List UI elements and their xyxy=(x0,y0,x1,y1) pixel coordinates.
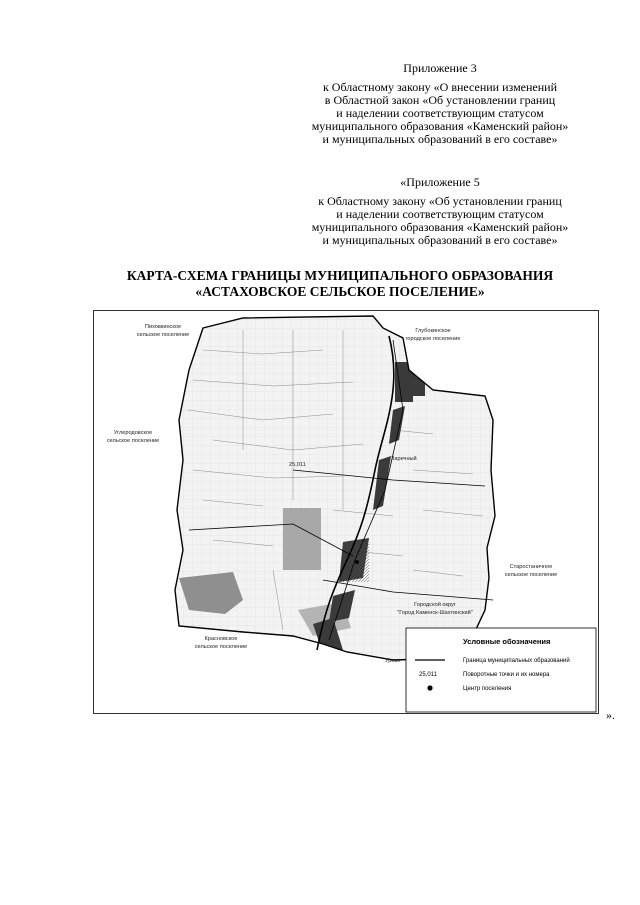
center-dot-symbol xyxy=(427,685,432,690)
appendix-5-header xyxy=(290,176,590,247)
neighbor-label: сельское поселение xyxy=(504,572,558,578)
appendix-3-heading: Приложение 3 xyxy=(403,61,477,75)
neighbor-label: сельское поселение xyxy=(106,438,160,444)
neighbor-label: сельское поселение xyxy=(194,644,248,650)
neighbor-label: Старостаничное xyxy=(509,564,553,570)
legend-item-points: Поворотные точки и их номера xyxy=(463,672,550,678)
appendix-5-heading: «Приложение 5 xyxy=(400,175,480,189)
map-title xyxy=(40,268,640,300)
appendix-5-line: к Областному закону «Об установлении границ xyxy=(318,194,562,208)
appendix-5-line: и наделении соответствующим статусом xyxy=(336,207,544,221)
appendix-3-line: к Областному закону «О внесении изменений xyxy=(322,80,558,94)
legend-title: Условные обозначения xyxy=(463,637,551,646)
appendix-3-line: муниципального образования «Каменский район» xyxy=(311,119,569,133)
appendix-5-line: и муниципальных образований в его составе» xyxy=(322,233,558,247)
legend-item-boundary: Граница муниципальных образований xyxy=(463,658,570,664)
appendix-3-line: и муниципальных образований в его составе» xyxy=(322,132,558,146)
neighbor-label: Углеродовское xyxy=(113,430,153,436)
settlement-center-marker xyxy=(355,560,359,564)
place-label: Урово xyxy=(385,658,401,664)
closing-quote: ». xyxy=(606,708,615,722)
settlement-map xyxy=(93,310,599,714)
legend-item-center: Центр поселения xyxy=(463,686,512,692)
place-label: Заречный xyxy=(391,456,417,462)
neighbor-label: Красновское xyxy=(204,636,238,642)
neighbor-label: Пиховкинское xyxy=(144,324,182,330)
neighbor-label: городское поселение xyxy=(405,336,461,342)
forest-area xyxy=(283,508,321,570)
map-title-line-1: КАРТА-СХЕМА ГРАНИЦЫ МУНИЦИПАЛЬНОГО ОБРАЗОВАНИЯ xyxy=(126,268,554,283)
legend-point-sample: 25,011 xyxy=(419,672,437,678)
appendix-3-line: в Областной закон «Об установлении границ xyxy=(324,93,556,107)
neighbor-label: "Город Каменск-Шахтинский" xyxy=(397,610,473,616)
boundary-point-label: 25,011 xyxy=(289,462,306,468)
neighbor-label: сельское поселение xyxy=(136,332,190,338)
appendix-5-line: муниципального образования «Каменский район» xyxy=(311,220,569,234)
neighbor-label: Глубокинское xyxy=(415,328,451,334)
appendix-3-header xyxy=(290,62,590,146)
neighbor-label: Городской округ xyxy=(414,602,456,608)
map-title-line-2: «АСТАХОВСКОЕ СЕЛЬСКОЕ ПОСЕЛЕНИЕ» xyxy=(195,284,485,299)
appendix-3-line: и наделении соответствующим статусом xyxy=(336,106,544,120)
map-legend xyxy=(406,628,596,712)
